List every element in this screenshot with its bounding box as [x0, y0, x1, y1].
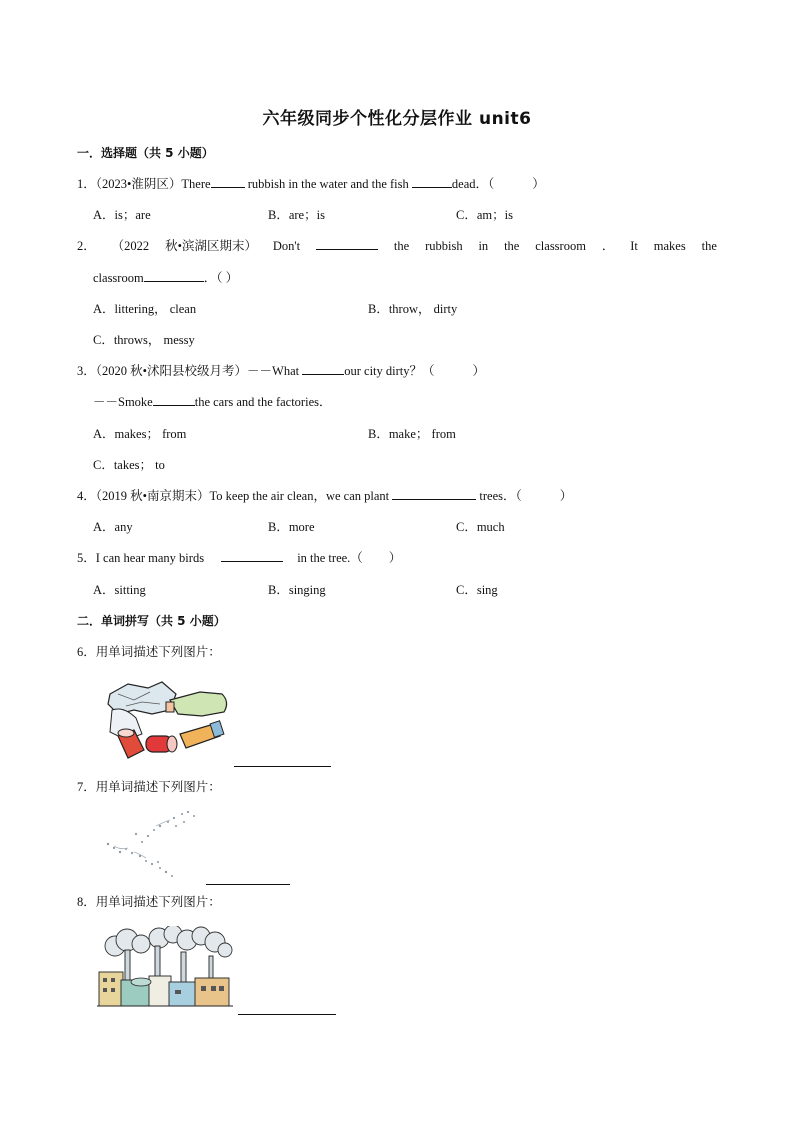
option-a[interactable]: A．makes； from	[93, 427, 187, 441]
question-source: （2020 秋•沭阳县校级月考）	[95, 364, 248, 378]
answer-blank[interactable]	[412, 176, 452, 188]
option-b[interactable]: B．make； from	[368, 427, 456, 441]
question-4	[77, 488, 572, 504]
option-a[interactable]: A．any	[93, 520, 133, 534]
question-8: 8．用单词描述下列图片：	[77, 895, 221, 909]
question-text: in the tree.（	[297, 551, 363, 565]
question-number: 3．	[77, 364, 96, 378]
answer-line[interactable]	[238, 1013, 336, 1015]
answer-line[interactable]	[234, 765, 331, 767]
option-b[interactable]: B．throw， dirty	[368, 302, 458, 316]
option-c[interactable]: C．takes； to	[93, 458, 165, 472]
question-2	[77, 238, 717, 254]
question-5	[77, 550, 401, 566]
question-word: makes	[653, 239, 686, 253]
question-paren: ）	[532, 177, 545, 191]
page-title: 六年级同步个性化分层作业 unit6	[262, 109, 532, 129]
question-2-line2	[93, 270, 238, 286]
answer-blank[interactable]	[211, 176, 245, 188]
question-text: I can hear many birds	[95, 551, 205, 565]
question-paren: ．（ ）	[203, 271, 239, 285]
smoke-picture	[100, 806, 210, 882]
question-number: 1．	[77, 177, 96, 191]
question-word: the	[504, 239, 520, 253]
question-paren: ）	[472, 364, 486, 378]
question-3	[77, 363, 485, 379]
question-word: Don't	[272, 239, 301, 253]
option-b[interactable]: B．singing	[268, 583, 326, 597]
question-text: －－Smoke	[93, 395, 153, 409]
factory-picture	[97, 926, 237, 1010]
option-c[interactable]: C．throws， messy	[93, 333, 195, 347]
question-number: 5．	[77, 551, 96, 565]
option-c[interactable]: C．sing	[456, 583, 498, 597]
question-6: 6．用单词描述下列图片：	[77, 645, 221, 659]
question-number: 2．	[77, 239, 96, 253]
option-b[interactable]: B．more	[268, 520, 315, 534]
question-text: the cars and the factories．	[194, 395, 332, 409]
question-source: （2023•淮阴区）	[95, 177, 182, 191]
question-3-line2	[93, 394, 331, 410]
answer-blank[interactable]	[153, 394, 195, 406]
question-1	[77, 176, 545, 192]
section-heading-spelling: 二．单词拼写（共 5 小题）	[77, 614, 226, 628]
answer-blank[interactable]	[144, 270, 204, 282]
question-text: trees．（	[479, 489, 522, 503]
question-text: There	[181, 177, 211, 191]
question-text: our city dirty？（	[344, 364, 435, 378]
answer-blank[interactable]	[316, 238, 378, 250]
answer-blank[interactable]	[302, 363, 344, 375]
option-c[interactable]: C．much	[456, 520, 505, 534]
question-number: 4．	[77, 489, 96, 503]
question-7: 7．用单词描述下列图片：	[77, 780, 221, 794]
question-word: （2022	[111, 239, 150, 253]
question-word: classroom	[535, 239, 586, 253]
question-source: （2019 秋•南京期末）	[95, 489, 210, 503]
answer-blank[interactable]	[392, 488, 476, 500]
question-text: dead．（	[451, 177, 495, 191]
question-word: the	[701, 239, 717, 253]
question-word: 秋•滨湖区期末）	[165, 239, 257, 253]
answer-blank[interactable]	[221, 550, 283, 562]
question-paren: ）	[559, 489, 573, 503]
question-text: To keep the air clean，we can plant	[209, 489, 390, 503]
answer-line[interactable]	[206, 883, 290, 885]
question-word: the	[393, 239, 410, 253]
question-text: classroom	[93, 271, 144, 285]
option-a[interactable]: A．is；are	[93, 208, 151, 222]
question-text: rubbish in the water and the fish	[247, 177, 409, 191]
option-a[interactable]: A．littering， clean	[93, 302, 197, 316]
question-text: －－What	[247, 364, 300, 378]
question-word: rubbish	[425, 239, 463, 253]
option-a[interactable]: A．sitting	[93, 583, 146, 597]
option-b[interactable]: B．are；is	[268, 208, 325, 222]
rubbish-picture	[104, 680, 234, 762]
section-heading-choice: 一．选择题（共 5 小题）	[77, 146, 214, 160]
option-c[interactable]: C．am；is	[456, 208, 513, 222]
question-paren: ）	[388, 551, 402, 565]
question-word: ．	[601, 239, 615, 253]
question-word: in	[478, 239, 489, 253]
question-word: It	[630, 239, 638, 253]
